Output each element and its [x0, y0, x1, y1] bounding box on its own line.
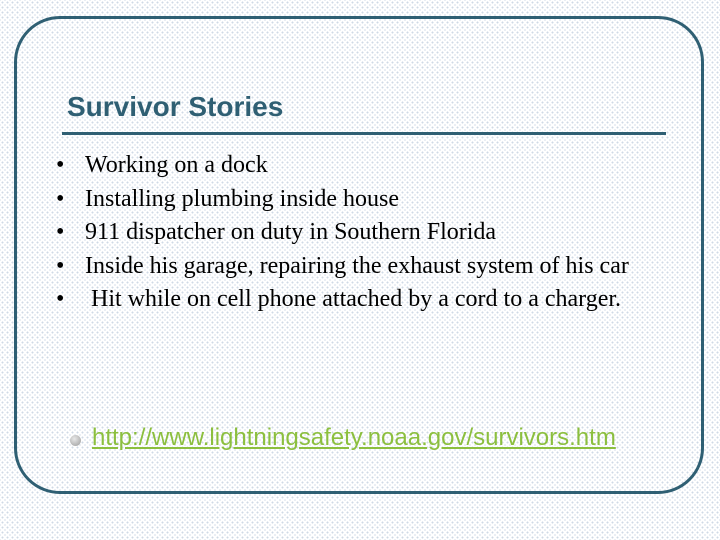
bullet-dot-icon: • [56, 286, 65, 312]
link-row [70, 423, 662, 453]
slide-title: Survivor Stories [67, 91, 284, 122]
bullet-item [56, 250, 656, 284]
round-bullet-icon [70, 435, 81, 446]
bullet-list [56, 149, 656, 317]
bullet-text: Working on a dock [85, 152, 268, 178]
bullet-item [56, 149, 656, 183]
bullet-dot-icon: • [56, 152, 65, 178]
title-underline-rule [62, 132, 666, 135]
bullet-dot-icon: • [56, 185, 65, 212]
bullet-text: Inside his garage, repairing the exhaust system of his car [85, 252, 629, 279]
bullet-text: Installing plumbing inside house [85, 185, 399, 212]
bullet-dot-icon: • [56, 252, 65, 279]
bullet-dot-icon: • [56, 219, 65, 245]
survivors-link[interactable]: http://www.lightningsafety.noaa.gov/survivors.htm [92, 424, 616, 451]
bullet-item [56, 283, 656, 317]
bullet-text: 911 dispatcher on duty in Southern Florida [85, 219, 497, 245]
bullet-text: Hit while on cell phone attached by a cord to a charger. [85, 286, 622, 312]
bullet-item [56, 216, 656, 250]
bullet-item [56, 183, 656, 217]
